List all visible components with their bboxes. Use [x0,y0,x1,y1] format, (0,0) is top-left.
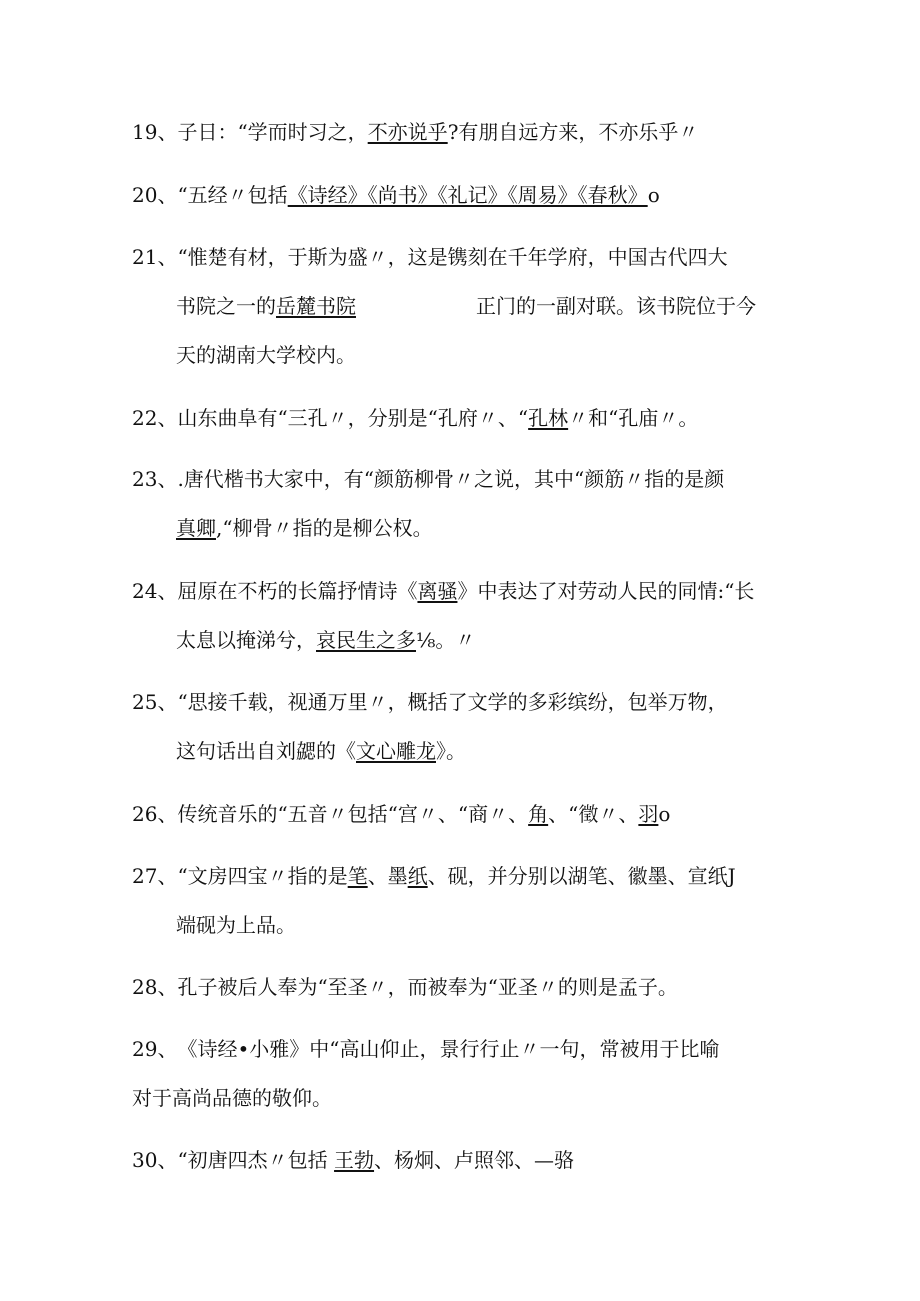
question-text: 太息以掩涕兮， [176,628,316,652]
question-text: “惟楚有材，于斯为盛〃，这是镌刻在千年学府，中国古代四大 [177,245,728,269]
question-text: .唐代楷书大家中，有“颜筋柳骨〃之说，其中“颜筋〃指的是颜 [177,467,725,491]
question-number: 27、 [132,864,178,888]
question-22-line-1 [132,406,698,430]
answer-underlined: 孔林 [528,406,569,430]
question-number: 26、 [132,802,178,826]
question-20-line-1 [132,183,660,207]
question-number: 23、 [132,467,178,491]
question-25-line-2 [176,739,466,763]
answer-underlined: 羽 [638,802,659,826]
question-number: 22、 [132,406,178,430]
question-29-line-2 [132,1086,332,1110]
question-text: 子日：“学而时习之， [177,120,368,144]
question-text: 孔子被后人奉为“至圣〃，而被奉为“亚圣〃的则是孟子。 [177,975,678,999]
answer-underlined: 角 [528,802,549,826]
question-27-line-1 [132,864,736,888]
question-text: 传统音乐的“五音〃包括“宫〃、“商〃、 [177,802,529,826]
question-19-line-1 [132,120,698,144]
question-23-line-2 [176,516,433,540]
question-text: 对于高尚品德的敬仰。 [132,1086,332,1110]
question-number: 19、 [132,120,178,144]
question-number: 21、 [132,245,178,269]
question-text: ⅛。〃 [416,628,476,652]
question-text: ,“柳骨〃指的是柳公权。 [216,516,433,540]
question-27-line-2 [176,913,296,937]
answer-underlined: 笔 [347,864,368,888]
question-number: 24、 [132,579,178,603]
answer-underlined: 真卿 [176,516,216,540]
question-30-line-1 [132,1148,574,1172]
question-number: 20、 [132,183,178,207]
question-text: 屈原在不朽的长篇抒情诗《 [177,579,418,603]
question-text: 、砚，并分别以湖笔、徽墨、宣纸J [427,864,736,888]
question-text: o [647,183,660,207]
question-text: “文房四宝〃指的是 [177,864,348,888]
answer-underlined: 《诗经》《尚书》《礼记》《周易》《春秋》 [287,183,648,207]
question-text: 》。 [436,739,466,763]
question-29-line-1 [132,1037,719,1061]
question-text: “思接千载，视通万里〃，概括了文学的多彩缤纷，包举万物， [177,690,728,714]
question-21-line-3 [176,343,356,367]
answer-underlined: 纸 [407,864,428,888]
question-text: 、墨 [367,864,408,888]
question-text: 〃和“孔庙〃。 [568,406,699,430]
question-text: o [658,802,671,826]
question-text: 这句话出自刘勰的《 [176,739,356,763]
question-21-line-2 [176,294,356,318]
question-21-line-1 [132,245,728,269]
question-28-line-1 [132,975,678,999]
answer-underlined: 文心雕龙 [356,739,436,763]
question-text: “五经〃包括 [177,183,288,207]
question-24-line-2 [176,628,475,652]
question-23-line-1 [132,467,724,491]
question-26-line-1 [132,802,670,826]
question-number: 30、 [132,1148,178,1172]
question-text: 》中表达了对劳动人民的同情:“长 [457,579,755,603]
answer-underlined: 岳麓书院 [276,294,356,318]
question-number: 28、 [132,975,178,999]
question-number: 29、 [132,1037,178,1061]
question-text: 书院之一的 [176,294,276,318]
answer-underlined: 王勃 [334,1148,375,1172]
question-text: 、“徵〃、 [548,802,639,826]
question-text: 山东曲阜有“三孔〃，分别是“孔府〃、“ [177,406,529,430]
question-25-line-1 [132,690,728,714]
question-text: 天的湖南大学校内。 [176,343,356,367]
question-text: “初唐四杰〃包括 [177,1148,335,1172]
question-text: 、杨炯、卢照邻、—骆 [374,1148,575,1172]
question-text: 《诗经•小雅》中“高山仰止，景行行止〃一句，常被用于比喻 [177,1037,720,1061]
question-text: 端砚为上品。 [176,913,296,937]
question-number: 25、 [132,690,178,714]
question-text: ?有朋自远方来，不亦乐乎〃 [447,120,699,144]
answer-underlined: 哀民生之多 [316,628,416,652]
question-24-line-1 [132,579,754,603]
answer-underlined: 不亦说乎 [367,120,448,144]
question-21-line-2-tail: 正门的一副对联。该书院位于今 [476,294,756,318]
answer-underlined: 离骚 [417,579,458,603]
